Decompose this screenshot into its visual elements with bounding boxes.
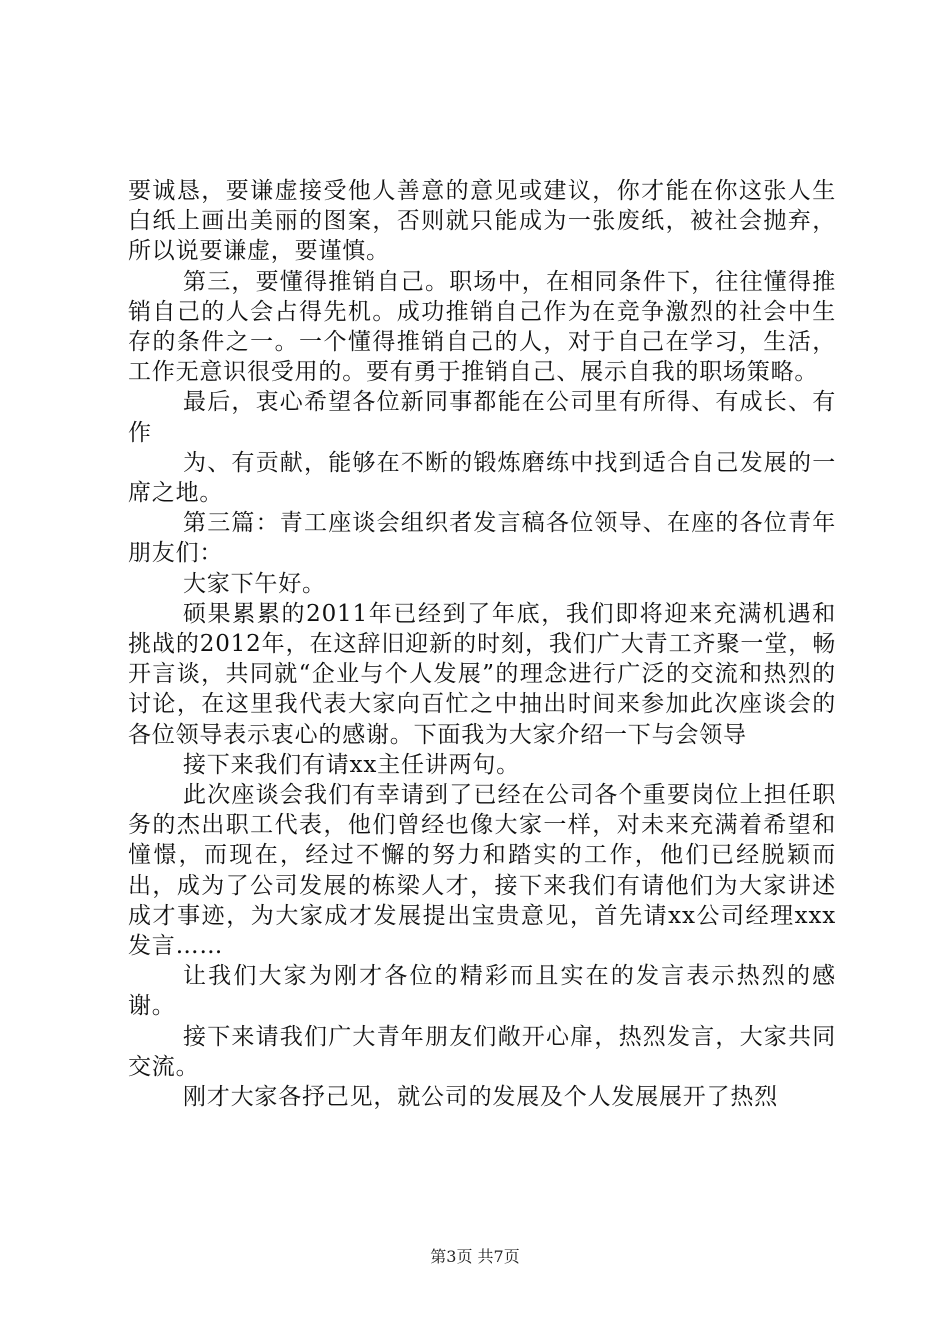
paragraph: 为、有贡献，能够在不断的锻炼磨练中找到适合自己发展的一席之地。 <box>128 449 836 507</box>
page-number-footer: 第3页 共7页 <box>430 1247 520 1266</box>
paragraph: 刚才大家各抒己见，就公司的发展及个人发展展开了热烈 <box>183 1084 778 1111</box>
paragraph: 接下来我们有请xx主任讲两句。 <box>183 751 520 778</box>
section-heading-paragraph: 第三篇：青工座谈会组织者发言稿各位领导、在座的各位青年朋友们： <box>128 510 836 567</box>
paragraph: 硕果累累的2011年已经到了年底，我们即将迎来充满机遇和挑战的2012年，在这辞旧迎新的时刻，我们广大青工齐聚一堂，畅开言谈，共同就“企业与个人发展”的理念进行广泛的交流和热烈的讨论，在这里我代表大家向百忙之中抽出时间来参加此次座谈会的各位领导表示衷心的感谢。下面我为大家介绍一下与会领导 <box>128 600 836 748</box>
paragraph: 大家下午好。 <box>183 570 326 597</box>
body-text <box>128 176 836 1112</box>
paragraph: 第三，要懂得推销自己。职场中，在相同条件下，往往懂得推销自己的人会占得先机。成功推销自己作为在竞争激烈的社会中生存的条件之一。一个懂得推销自己的人，对于自己在学习，生活，工作无意识很受用的。要有勇于推销自己、展示自我的职场策略。 <box>128 268 836 386</box>
paragraph: 让我们大家为刚才各位的精彩而且实在的发言表示热烈的感谢。 <box>128 963 836 1020</box>
paragraph: 此次座谈会我们有幸请到了已经在公司各个重要岗位上担任职务的杰出职工代表，他们曾经也像大家一样，对未来充满着希望和憧憬，而现在，经过不懈的努力和踏实的工作，他们已经脱颖而出，成为了公司发展的栋梁人才，接下来我们有请他们为大家讲述成才事迹，为大家成才发展提出宝贵意见，首先请xx公司经理xxx发言…… <box>128 782 836 960</box>
paragraph: 最后，衷心希望各位新同事都能在公司里有所得、有成长、有作 <box>128 389 836 446</box>
paragraph: 要诚恳，要谦虚接受他人善意的意见或建议，你才能在你这张人生白纸上画出美丽的图案，否则就只能成为一张废纸，被社会抛弃，所以说要谦虚，要谨慎。 <box>128 178 836 265</box>
paragraph: 接下来请我们广大青年朋友们敞开心扉，热烈发言，大家共同交流。 <box>128 1023 836 1080</box>
